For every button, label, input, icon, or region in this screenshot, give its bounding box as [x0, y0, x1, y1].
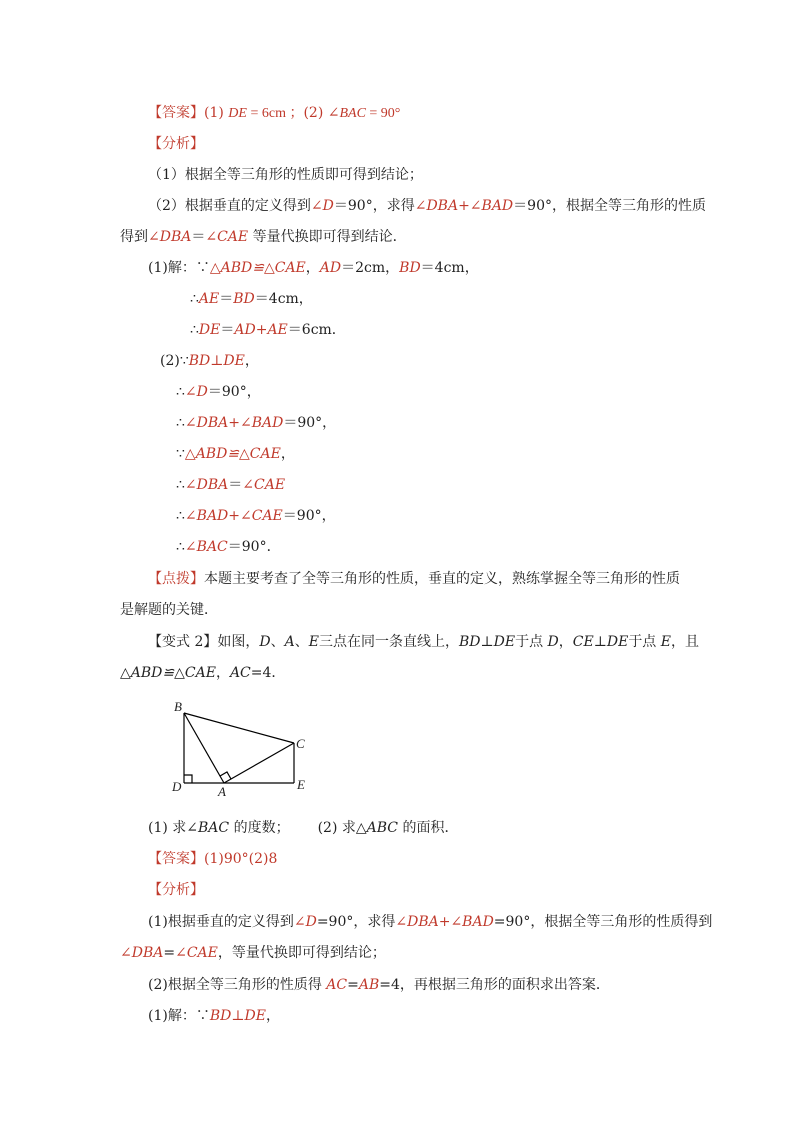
- solution-line-8: ∴∠DBA＝∠CAE: [176, 477, 286, 493]
- variant-analysis-line-1: (1)根据垂直的定义得到∠D=90°，求得∠DBA+∠BAD=90°，根据全等三角形的性质得到: [148, 914, 713, 930]
- analysis-tag: 【分析】: [148, 136, 204, 152]
- solution-line-4: (2)∵BD⊥DE，: [160, 353, 259, 369]
- solution-line-1: (1)解：∵△ABD≌△CAE，AD＝2cm，BD＝4cm，: [148, 260, 479, 276]
- variant-subquestions: (1) 求∠BAC 的度数； (2) 求△ABC 的面积．: [148, 820, 459, 836]
- variant-analysis-tag: 【分析】: [148, 882, 204, 898]
- geometry-figure: [168, 700, 328, 800]
- variant-question-line-2: △ABD≌△CAE，AC=4．: [120, 665, 286, 681]
- solution-line-9: ∴∠BAD+∠CAE＝90°，: [176, 508, 336, 524]
- label-e: E: [297, 777, 305, 792]
- solution-line-3: ∴DE＝AD+AE＝6cm．: [190, 322, 346, 338]
- tip-tag: 【点拨】: [148, 571, 204, 587]
- segment-ac: [224, 743, 294, 783]
- segment-bc: [184, 713, 294, 743]
- answer-line-1: 【答案】(1) DE = 6cm ；(2) ∠BAC = 90°: [148, 105, 401, 121]
- variant-answer: 【答案】(1)90°(2)8: [148, 851, 278, 867]
- solution-line-2: ∴AE＝BD＝4cm，: [190, 291, 313, 307]
- variant-solution-line-1: (1)解：∵BD⊥DE，: [148, 1008, 280, 1024]
- label-a: A: [218, 784, 226, 799]
- label-d: D: [172, 779, 182, 794]
- solution-line-5: ∴∠D＝90°，: [176, 384, 261, 400]
- solution-line-6: ∴∠DBA+∠BAD＝90°，: [176, 415, 337, 431]
- analysis-line-1: （1）根据全等三角形的性质即可得到结论；: [148, 167, 423, 183]
- solution-line-7: ∵△ABD≌△CAE，: [176, 446, 295, 462]
- tip-line-2: 是解题的关键．: [120, 602, 218, 618]
- label-c: C: [296, 736, 305, 751]
- solution-line-10: ∴∠BAC＝90°．: [176, 539, 281, 555]
- segment-ba: [184, 713, 224, 783]
- right-angle-mark-d: [184, 775, 192, 783]
- label-b: B: [174, 700, 182, 714]
- variant-analysis-line-3: (2)根据全等三角形的性质得 AC=AB=4，再根据三角形的面积求出答案．: [148, 977, 610, 993]
- analysis-line-2: （2）根据垂直的定义得到∠D＝90°，求得∠DBA+∠BAD＝90°，根据全等三角形的性质: [148, 198, 706, 214]
- analysis-line-3: 得到∠DBA＝∠CAE 等量代换即可得到结论．: [120, 229, 407, 245]
- variant-analysis-line-2: ∠DBA=∠CAE，等量代换即可得到结论；: [120, 945, 386, 961]
- variant-question-line-1: 【变式 2】如图，D、A、E三点在同一条直线上，BD⊥DE于点 D，CE⊥DE于点 E，且: [148, 634, 699, 650]
- variant-tag: 【变式 2】: [148, 634, 218, 650]
- answer-tag: 【答案】: [148, 105, 204, 121]
- tip-line-1: 【点拨】本题主要考查了全等三角形的性质，垂直的定义，熟练掌握全等三角形的性质: [148, 571, 680, 587]
- variant-answer-tag: 【答案】: [148, 851, 204, 867]
